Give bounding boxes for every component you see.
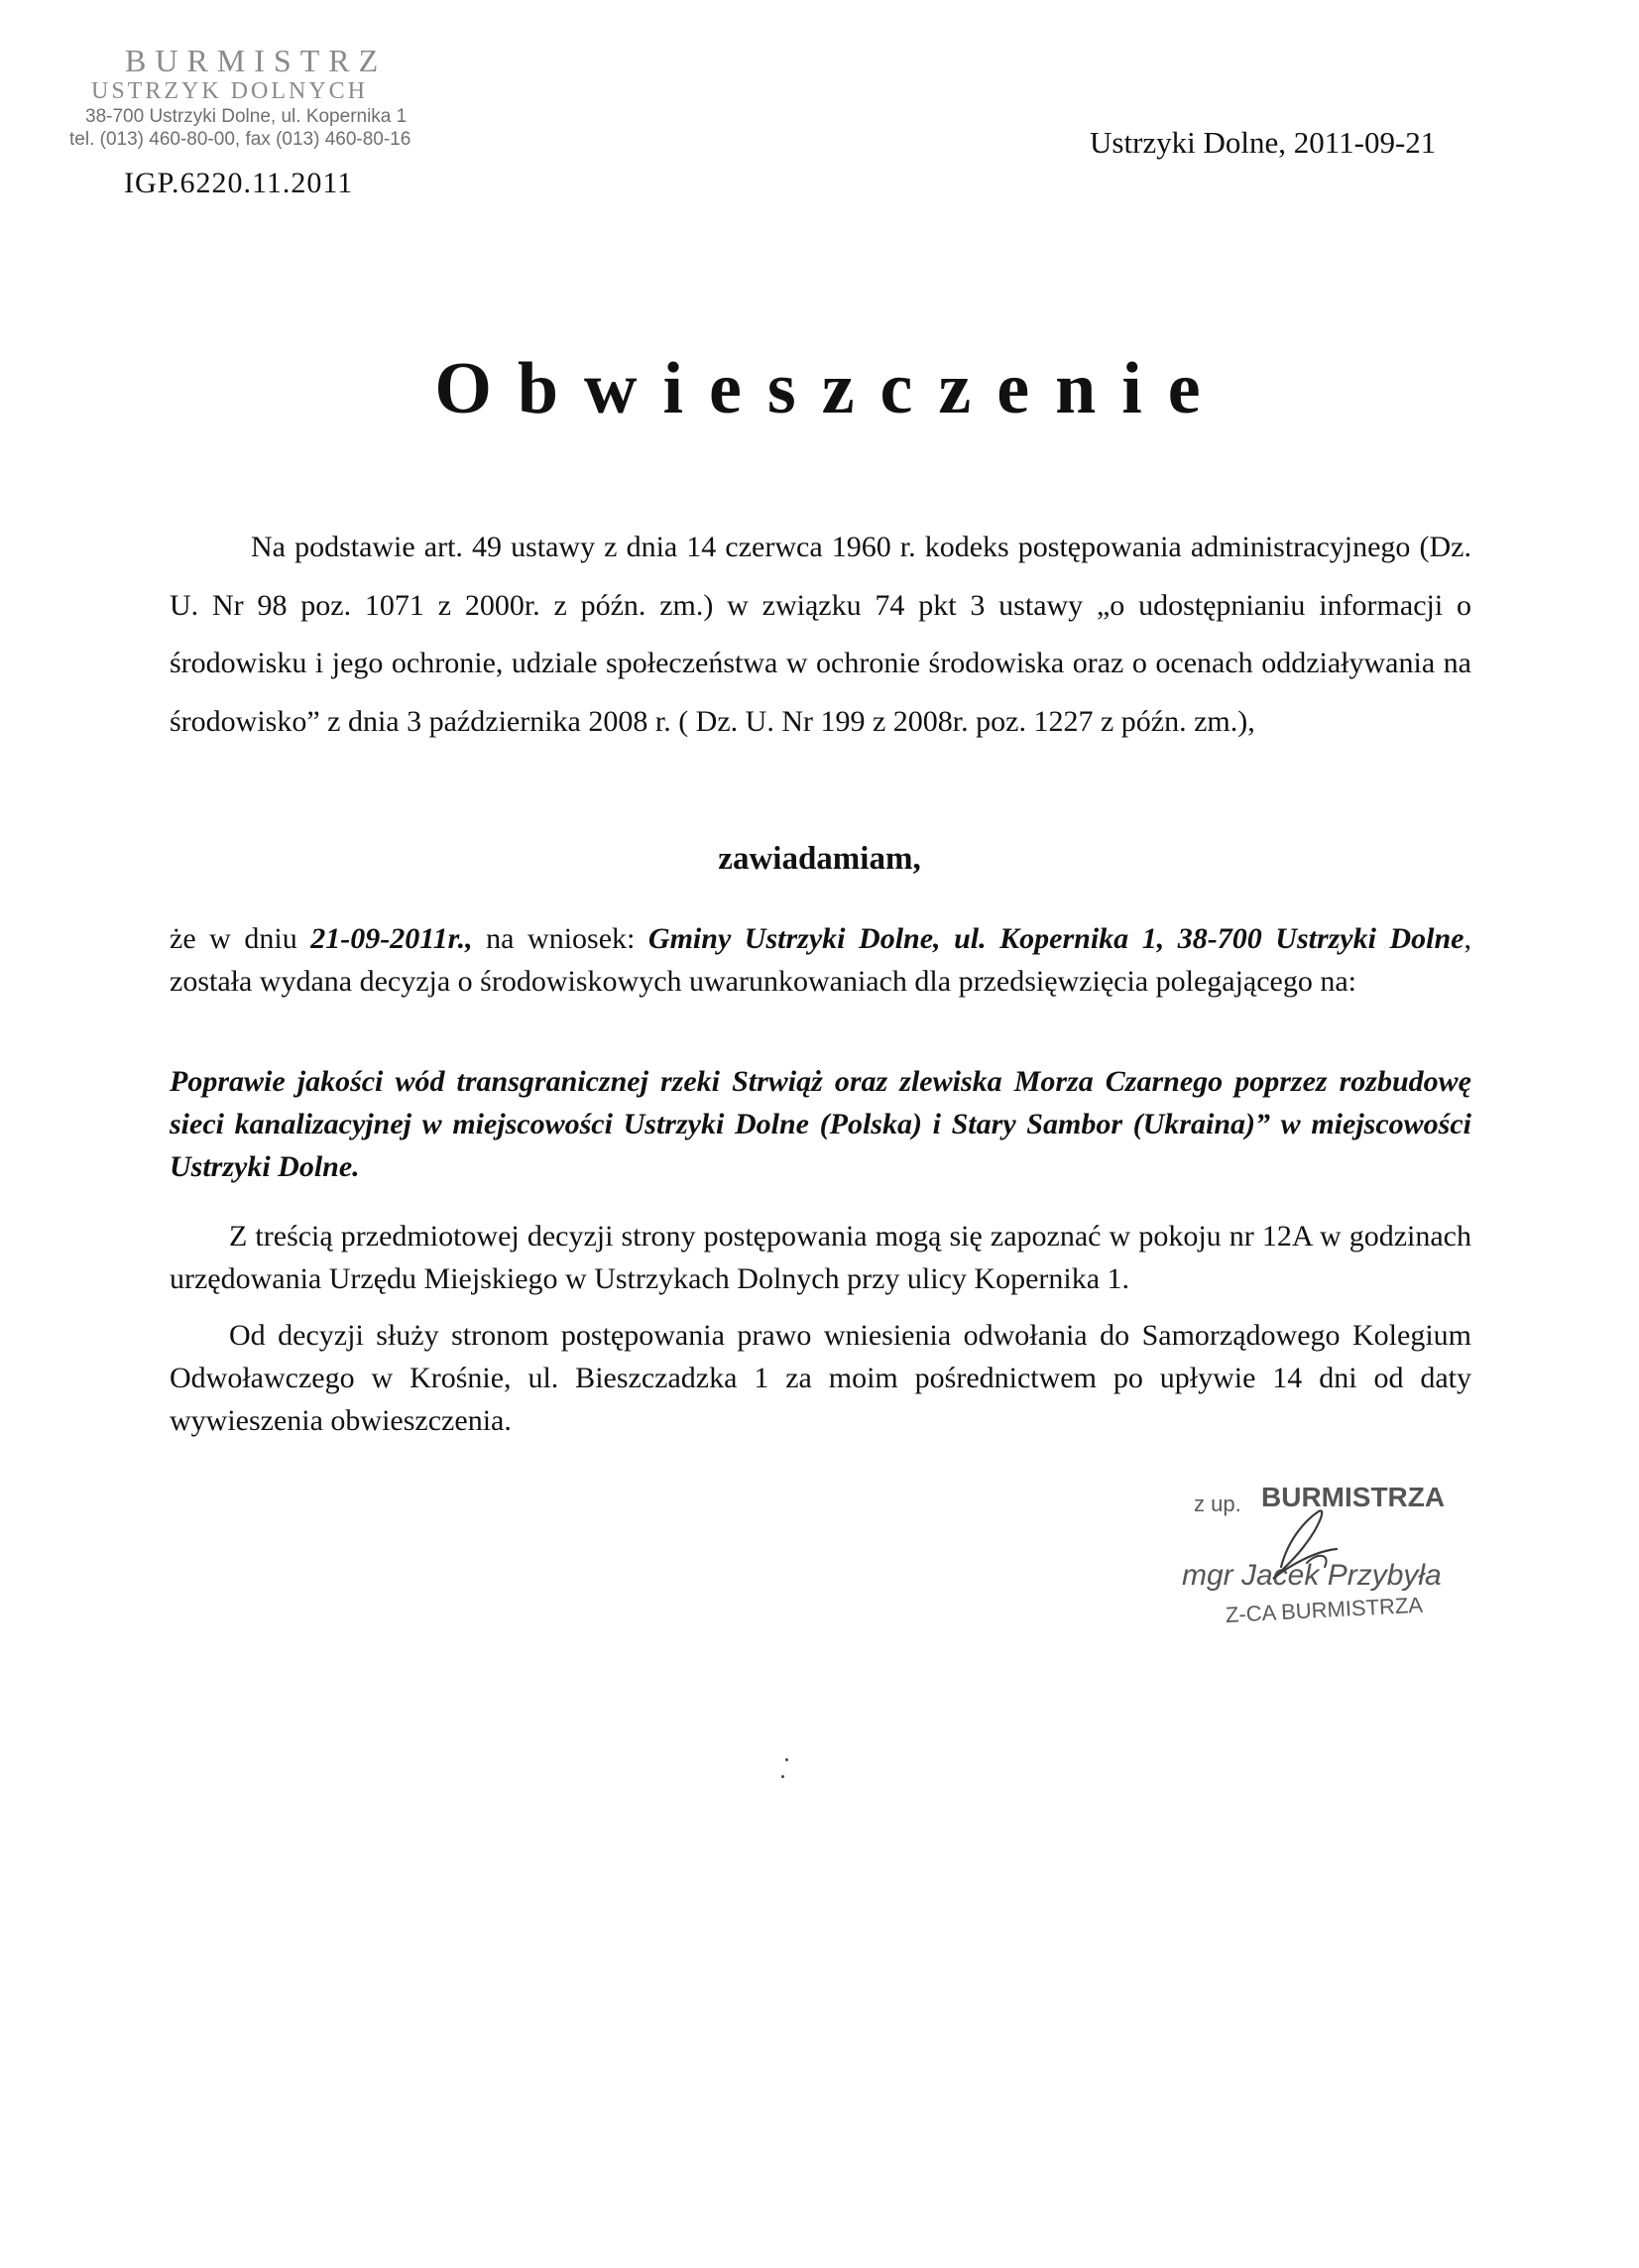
place-and-date: Ustrzyki Dolne, 2011-09-21 [1090,125,1437,160]
stamp-office-title: BURMISTRZ [125,43,388,78]
legal-basis-paragraph: Na podstawie art. 49 ustawy z dnia 14 czerwca 1960 r. kodeks postępowania administracyjnego (Dz. U. Nr 98 poz. 1071 z 2000r. z późn. zm.) w związku 74 pkt 3 ustawy „o udostępnianiu informacji o środowisku i jego ochronie, udziale społeczeństwa w ochronie środowiska oraz o ocenach oddziaływania na środowisko” z dnia 3 października 2008 r. ( Dz. U. Nr 199 z 2008r. poz. 1227 z późn. zm.), [170,531,1471,738]
access-paragraph: Z treścią przedmiotowej decyzji strony postępowania mogą się zapoznać w pokoju nr 12A w godzinach urzędowania Urzędu Miejskiego w Ustrzykach Dolnych przy ulicy Kopernika 1. [170,1220,1471,1295]
applicant: Gminy Ustrzyki Dolne, ul. Kopernika 1, 38-700 Ustrzyki Dolne [647,922,1464,955]
stamp-phone-fax: tel. (013) 460-80-00, fax (013) 460-80-16 [69,129,411,150]
stamp-town: USTRZYK DOLNYCH [91,78,368,104]
signatory-office: BURMISTRZA [1261,1482,1446,1512]
scan-speck [781,1775,784,1778]
appeal-paragraph: Od decyzji służy stronom postępowania prawo wniesienia odwołania do Samorządowego Kolegium Odwoławczego w Krośnie, ul. Bieszczadzka 1 za moim pośrednictwem po upływie 14 dni od daty wywieszenia obwieszczenia. [170,1319,1471,1437]
scan-speck [785,1758,788,1761]
on-behalf-label: z up. [1194,1492,1241,1516]
decision-paragraph [170,917,1471,1003]
office-stamp [69,43,411,151]
signatory-name: mgr Jacek Przybyła [1182,1559,1442,1592]
declaration-heading: zawiadamiam, [718,841,921,877]
decision-description: , została wydana decyzja o środowiskowych uwarunkowaniach dla przedsięwzięcia polegającego na: [170,922,1472,998]
handwritten-signature [1170,1468,1497,1646]
reference-number: IGP.6220.11.2011 [124,167,354,199]
decision-intro: że w dniu [170,922,311,955]
decision-request-label: na wniosek: [472,922,648,955]
project-name: Poprawie jakości wód transgranicznej rzeki Strwiąż oraz zlewiska Morza Czarnego poprzez rozbudowę sieci kanalizacyjnej w miejscowości Ustrzyki Dolne (Polska) i Stary Sambor (Ukraina)” w miejscowości Ustrzyki Dolne. [170,1065,1471,1183]
stamp-address: 38-700 Ustrzyki Dolne, ul. Kopernika 1 [85,106,408,127]
decision-date: 21-09-2011r., [310,922,473,955]
signature-block [1170,1468,1497,1646]
document-title: Obwieszczenie [434,348,1227,429]
signatory-position: Z-CA BURMISTRZA [1225,1592,1424,1627]
